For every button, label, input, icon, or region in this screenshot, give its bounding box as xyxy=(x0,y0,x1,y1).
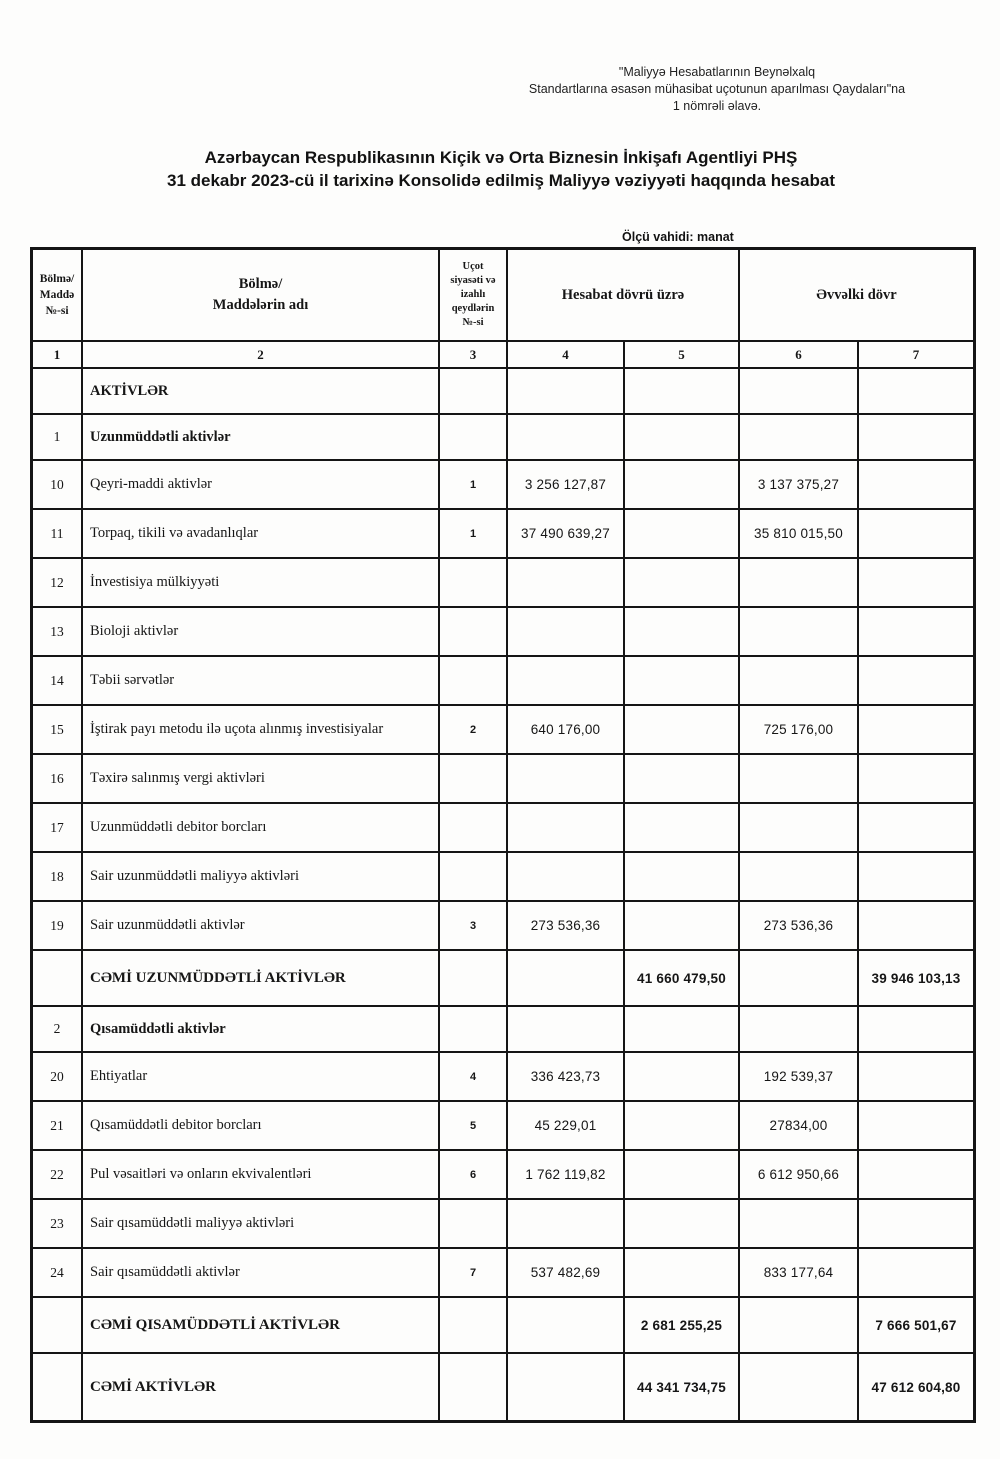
row-note-no xyxy=(440,608,508,657)
cell-current xyxy=(508,1200,625,1249)
row-item-name: Sair qısamüddətli maliyyə aktivləri xyxy=(83,1200,440,1249)
row-item-name: CƏMİ AKTİVLƏR xyxy=(83,1354,440,1420)
cell-current xyxy=(508,755,625,804)
regulation-note xyxy=(482,64,952,115)
cell-previous-total xyxy=(859,608,973,657)
row-note-no xyxy=(440,951,508,1007)
row-item-name: Qeyri-maddi aktivlər xyxy=(83,461,440,510)
row-item-name: Sair uzunmüddətli maliyyə aktivləri xyxy=(83,853,440,902)
cell-current-total: 44 341 734,75 xyxy=(625,1354,740,1420)
cell-current-total xyxy=(625,706,740,755)
cell-current xyxy=(508,1007,625,1053)
row-section-no: 2 xyxy=(33,1007,83,1053)
cell-current: 273 536,36 xyxy=(508,902,625,951)
cell-previous: 833 177,64 xyxy=(740,1249,859,1298)
row-section-no xyxy=(33,1354,83,1420)
header-item-name-line: Bölmə/ xyxy=(238,276,283,292)
header-note-no-line: Uçot xyxy=(462,261,484,272)
row-item-name: Pul vəsaitləri və onların ekvivalentləri xyxy=(83,1151,440,1200)
row-note-no xyxy=(440,1200,508,1249)
row-item-name: Ehtiyatlar xyxy=(83,1053,440,1102)
cell-previous xyxy=(740,1354,859,1420)
row-note-no xyxy=(440,1007,508,1053)
cell-current-total xyxy=(625,608,740,657)
row-note-no: 7 xyxy=(440,1249,508,1298)
cell-current-total xyxy=(625,853,740,902)
cell-current-total xyxy=(625,1053,740,1102)
cell-previous-total xyxy=(859,1249,973,1298)
cell-current xyxy=(508,804,625,853)
row-section-no: 10 xyxy=(33,461,83,510)
cell-previous-total xyxy=(859,1200,973,1249)
unit-label: Ölçü vahidi: manat xyxy=(622,230,734,244)
cell-previous xyxy=(740,559,859,608)
row-note-no xyxy=(440,369,508,415)
row-note-no: 5 xyxy=(440,1102,508,1151)
cell-previous-total xyxy=(859,755,973,804)
cell-current xyxy=(508,853,625,902)
row-note-no xyxy=(440,1298,508,1354)
cell-current-total xyxy=(625,1007,740,1053)
row-section-no: 19 xyxy=(33,902,83,951)
row-section-no: 13 xyxy=(33,608,83,657)
header-note-no-line: siyasəti və xyxy=(450,275,496,286)
row-item-name: AKTİVLƏR xyxy=(83,369,440,415)
cell-previous-total xyxy=(859,510,973,559)
row-section-no: 1 xyxy=(33,415,83,461)
row-section-no: 23 xyxy=(33,1200,83,1249)
cell-current-total xyxy=(625,1102,740,1151)
cell-previous-total: 39 946 103,13 xyxy=(859,951,973,1007)
cell-previous: 6 612 950,66 xyxy=(740,1151,859,1200)
cell-current xyxy=(508,608,625,657)
row-section-no: 24 xyxy=(33,1249,83,1298)
header-note-no xyxy=(440,250,508,342)
cell-previous xyxy=(740,608,859,657)
header-note-no-line: izahlı xyxy=(460,289,486,300)
cell-previous-total: 47 612 604,80 xyxy=(871,1379,961,1395)
cell-previous-total xyxy=(859,657,973,706)
cell-current-total xyxy=(625,755,740,804)
row-item-name: CƏMİ QISAMÜDDƏTLİ AKTİVLƏR xyxy=(83,1298,440,1354)
header-note-no-line: qeydlərin xyxy=(451,303,495,314)
cell-previous: 27834,00 xyxy=(740,1102,859,1151)
row-note-no xyxy=(440,657,508,706)
cell-previous-total xyxy=(859,559,973,608)
column-number: 4 xyxy=(508,342,625,369)
cell-current: 45 229,01 xyxy=(508,1102,625,1151)
cell-previous-total xyxy=(859,706,973,755)
cell-previous-total xyxy=(859,461,973,510)
row-note-no: 1 xyxy=(440,461,508,510)
column-number: 3 xyxy=(440,342,508,369)
cell-current: 336 423,73 xyxy=(508,1053,625,1102)
row-note-no: 2 xyxy=(440,706,508,755)
page-title-line2: 31 dekabr 2023-cü il tarixinə Konsolidə edilmiş Maliyyə vəziyyəti haqqında hesabat xyxy=(167,171,835,190)
row-item-name: Sair qısamüddətli aktivlər xyxy=(83,1249,440,1298)
column-number: 6 xyxy=(740,342,859,369)
row-item-name: Qısamüddətli debitor borcları xyxy=(83,1102,440,1151)
row-section-no: 22 xyxy=(33,1151,83,1200)
cell-current-total xyxy=(625,804,740,853)
cell-previous-total: 7 666 501,67 xyxy=(859,1298,973,1354)
row-note-no xyxy=(440,755,508,804)
row-note-no xyxy=(440,559,508,608)
cell-previous: 3 137 375,27 xyxy=(740,461,859,510)
row-note-no: 6 xyxy=(440,1151,508,1200)
row-section-no xyxy=(33,369,83,415)
cell-previous: 273 536,36 xyxy=(740,902,859,951)
cell-current xyxy=(508,951,625,1007)
column-number: 2 xyxy=(83,342,440,369)
cell-current xyxy=(508,657,625,706)
row-section-no: 11 xyxy=(33,510,83,559)
cell-current-total xyxy=(625,559,740,608)
cell-previous xyxy=(740,1298,859,1354)
header-section-no xyxy=(33,250,83,342)
row-note-no: 4 xyxy=(440,1053,508,1102)
cell-current-total xyxy=(625,1151,740,1200)
row-note-no: 3 xyxy=(440,902,508,951)
row-item-name: Təxirə salınmış vergi aktivləri xyxy=(83,755,440,804)
regulation-note-line: Standartlarına əsasən mühasibat uçotunun aparılması Qaydaları"na xyxy=(528,82,906,96)
cell-current-total: 41 660 479,50 xyxy=(625,951,740,1007)
cell-previous xyxy=(740,853,859,902)
page-title-line1: Azərbaycan Respublikasının Kiçik və Orta Biznesin İnkişafı Agentliyi PHŞ xyxy=(204,148,798,167)
cell-current xyxy=(508,559,625,608)
header-section-no-line: Maddə xyxy=(39,289,75,301)
cell-current-total xyxy=(625,657,740,706)
row-note-no xyxy=(440,853,508,902)
row-item-name: CƏMİ UZUNMÜDDƏTLİ AKTİVLƏR xyxy=(83,951,440,1007)
cell-current: 1 762 119,82 xyxy=(508,1151,625,1200)
regulation-note-line: "Maliyyə Hesabatlarının Beynəlxalq xyxy=(618,65,816,79)
row-section-no: 15 xyxy=(33,706,83,755)
header-section-no-line: №-si xyxy=(45,305,69,317)
column-number: 5 xyxy=(625,342,740,369)
cell-previous-total xyxy=(859,1053,973,1102)
column-number: 7 xyxy=(859,342,973,369)
row-section-no: 18 xyxy=(33,853,83,902)
cell-current: 537 482,69 xyxy=(508,1249,625,1298)
row-section-no: 20 xyxy=(33,1053,83,1102)
cell-current-total: 2 681 255,25 xyxy=(625,1298,740,1354)
cell-previous-total xyxy=(859,853,973,902)
cell-previous-total xyxy=(859,415,973,461)
regulation-note-line: 1 nömrəli əlavə. xyxy=(672,99,762,113)
row-note-no xyxy=(440,415,508,461)
cell-current-total xyxy=(625,510,740,559)
header-note-no-line: №-si xyxy=(462,317,484,328)
row-item-name: Təbii sərvətlər xyxy=(83,657,440,706)
cell-current xyxy=(508,1298,625,1354)
row-item-name: İştirak payı metodu ilə uçota alınmış investisiyalar xyxy=(83,706,440,755)
cell-current: 640 176,00 xyxy=(508,706,625,755)
cell-previous: 192 539,37 xyxy=(740,1053,859,1102)
cell-current xyxy=(508,369,625,415)
cell-previous-total xyxy=(859,1007,973,1053)
row-section-no xyxy=(33,1298,83,1354)
cell-previous xyxy=(740,369,859,415)
row-note-no xyxy=(440,804,508,853)
row-section-no: 12 xyxy=(33,559,83,608)
cell-current-total xyxy=(625,369,740,415)
cell-previous xyxy=(740,804,859,853)
cell-previous-total xyxy=(859,369,973,415)
row-item-name: Sair uzunmüddətli aktivlər xyxy=(83,902,440,951)
cell-previous: 35 810 015,50 xyxy=(740,510,859,559)
row-item-name: Uzunmüddətli debitor borcları xyxy=(83,804,440,853)
cell-current: 3 256 127,87 xyxy=(508,461,625,510)
row-item-name: Bioloji aktivlər xyxy=(83,608,440,657)
row-section-no: 21 xyxy=(33,1102,83,1151)
cell-current-total xyxy=(625,902,740,951)
cell-previous: 725 176,00 xyxy=(740,706,859,755)
cell-previous xyxy=(740,415,859,461)
header-item-name-line: Maddələrin adı xyxy=(212,297,309,313)
row-section-no xyxy=(33,951,83,1007)
column-number: 1 xyxy=(33,342,83,369)
cell-current-total xyxy=(625,461,740,510)
row-item-name: İnvestisiya mülkiyyəti xyxy=(83,559,440,608)
header-item-name xyxy=(83,250,440,342)
cell-current-total xyxy=(625,415,740,461)
header-previous-period: Əvvəlki dövr xyxy=(740,250,973,342)
cell-previous-total xyxy=(859,804,973,853)
cell-current-total xyxy=(625,1249,740,1298)
cell-previous-total xyxy=(859,1102,973,1151)
header-current-period: Hesabat dövrü üzrə xyxy=(508,250,740,342)
row-note-no: 1 xyxy=(440,510,508,559)
row-section-no: 16 xyxy=(33,755,83,804)
cell-previous-total xyxy=(859,902,973,951)
cell-previous xyxy=(740,1200,859,1249)
page-title xyxy=(30,146,972,192)
cell-current xyxy=(508,1354,625,1420)
cell-previous xyxy=(740,755,859,804)
cell-current xyxy=(508,415,625,461)
row-item-name: Qısamüddətli aktivlər xyxy=(83,1007,440,1053)
row-item-name: Torpaq, tikili və avadanlıqlar xyxy=(83,510,440,559)
row-note-no xyxy=(440,1354,508,1420)
cell-previous xyxy=(740,1007,859,1053)
row-section-no: 17 xyxy=(33,804,83,853)
balance-sheet-table xyxy=(30,247,976,1423)
cell-previous xyxy=(740,951,859,1007)
cell-previous xyxy=(740,657,859,706)
header-section-no-line: Bölmə/ xyxy=(39,273,75,285)
cell-current: 37 490 639,27 xyxy=(508,510,625,559)
cell-previous-total xyxy=(859,1151,973,1200)
row-item-name: Uzunmüddətli aktivlər xyxy=(83,415,440,461)
cell-current-total xyxy=(625,1200,740,1249)
row-section-no: 14 xyxy=(33,657,83,706)
